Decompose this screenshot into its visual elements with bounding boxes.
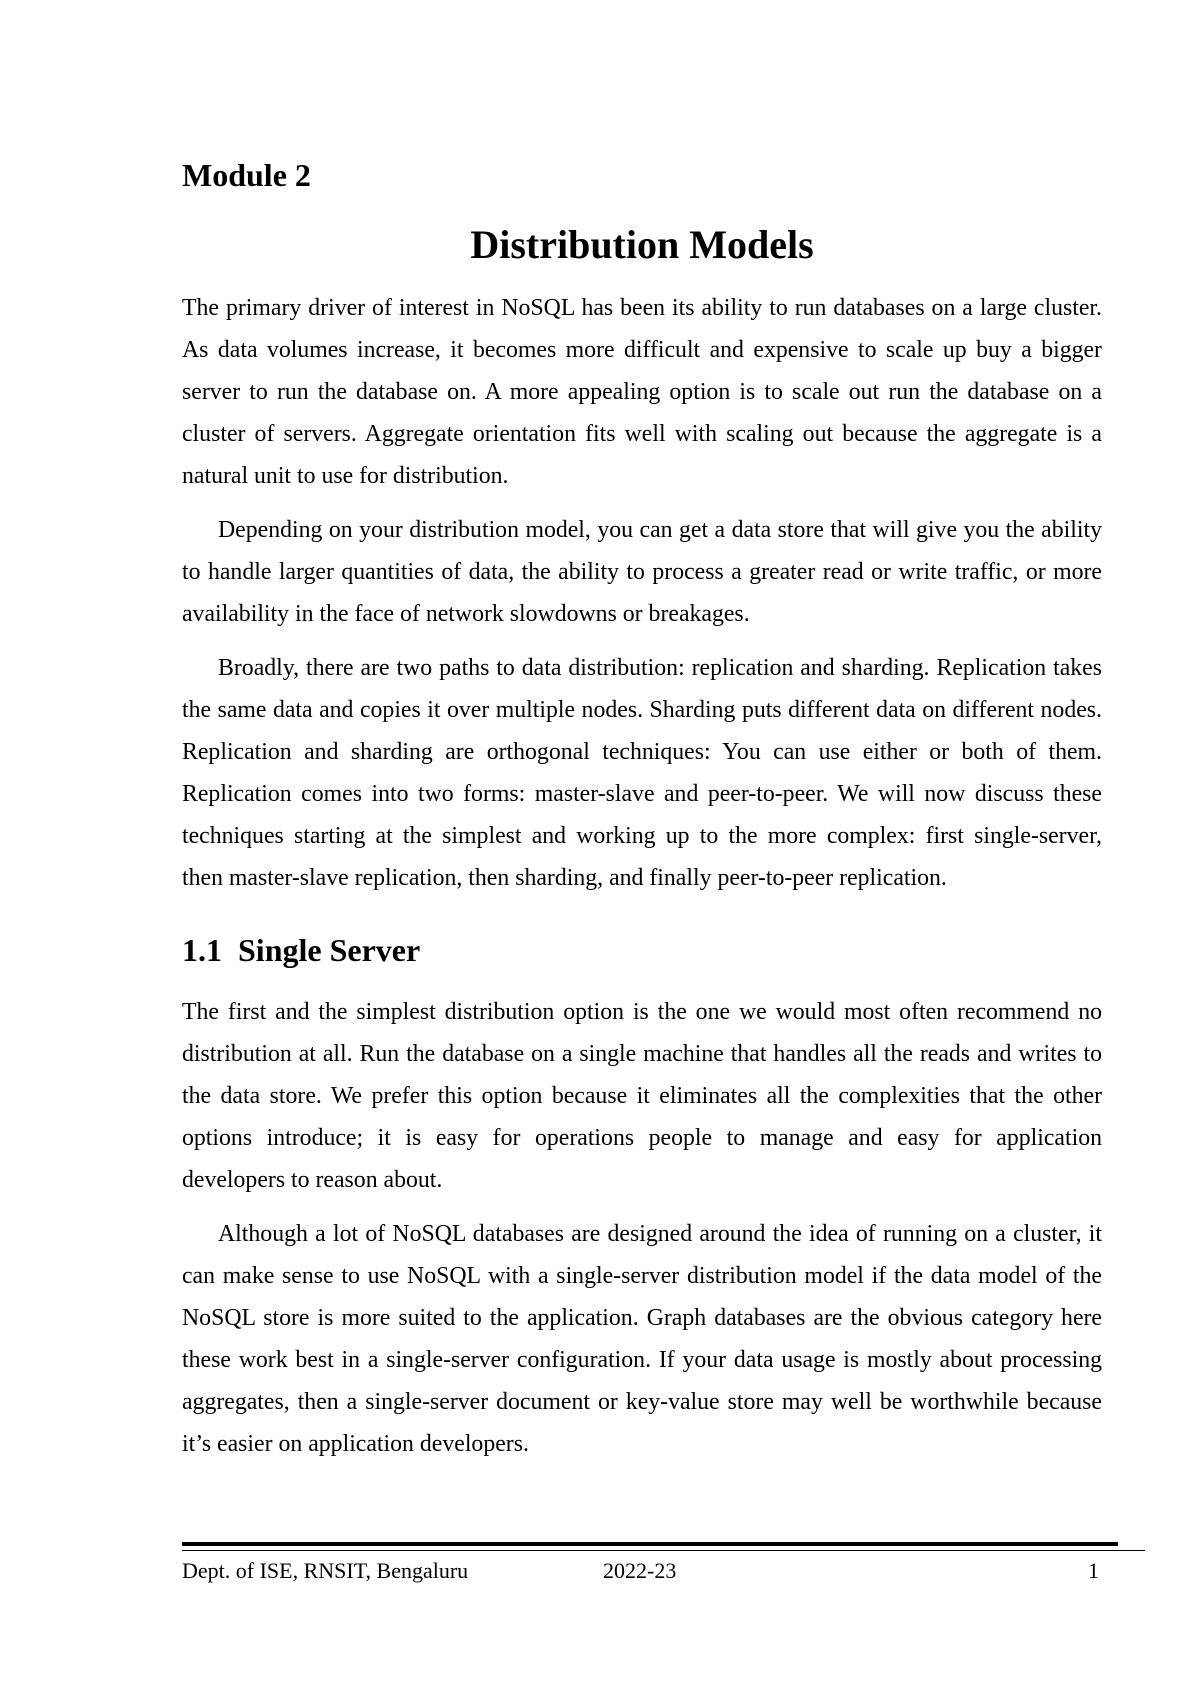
intro-text: [182, 287, 1102, 899]
section-paragraph-1: [182, 991, 1102, 1201]
section-number: 1.1: [182, 932, 222, 968]
module-label: Module 2: [182, 157, 311, 193]
section-paragraph-2: [182, 1213, 1102, 1465]
text-line: NoSQL store is more suited to the application. Graph databases are the obvious category here: [182, 1305, 1102, 1331]
text-line: distribution at all. Run the database on a single machine that handles all the reads and writes to: [182, 1041, 1102, 1067]
intro-paragraph-1: [182, 287, 1102, 497]
text-line: cluster of servers. Aggregate orientation fits well with scaling out because the aggregate is a: [182, 421, 1102, 447]
text-line: options introduce; it is easy for operations people to manage and easy for application: [182, 1125, 1102, 1151]
section-text: [182, 991, 1102, 1465]
text-line: the data store. We prefer this option because it eliminates all the complexities that the other: [182, 1083, 1102, 1109]
text-line: to handle larger quantities of data, the ability to process a greater read or write traffic, or more: [182, 559, 1102, 585]
page-number: 1: [1088, 1558, 1099, 1583]
intro-paragraph-3: [182, 647, 1102, 899]
footer-rule-thin: [182, 1550, 1145, 1551]
text-line: it’s easier on application developers.: [182, 1431, 529, 1457]
text-line: developers to reason about.: [182, 1167, 443, 1193]
text-line: The primary driver of interest in NoSQL has been its ability to run databases on a large cluster.: [182, 295, 1102, 321]
text-line: aggregates, then a single-server document or key-value store may well be worthwhile because: [182, 1389, 1102, 1415]
text-line: Although a lot of NoSQL databases are designed around the idea of running on a cluster, it: [218, 1221, 1102, 1247]
footer-year: 2022-23: [603, 1558, 677, 1583]
text-line: server to run the database on. A more appealing option is to scale out run the database on a: [182, 379, 1102, 405]
text-line: the same data and copies it over multiple nodes. Sharding puts different data on different nodes.: [182, 697, 1102, 723]
footer-department: Dept. of ISE, RNSIT, Bengaluru: [182, 1558, 469, 1583]
document-title: Distribution Models: [470, 222, 814, 267]
text-line: then master-slave replication, then sharding, and finally peer-to-peer replication.: [182, 865, 947, 891]
footer-rule-thick: [182, 1542, 1118, 1546]
text-line: these work best in a single-server configuration. If your data usage is mostly about processing: [182, 1347, 1102, 1373]
section-title: Single Server: [238, 932, 421, 968]
text-line: availability in the face of network slowdowns or breakages.: [182, 601, 750, 627]
section-heading: [182, 930, 420, 970]
text-line: The first and the simplest distribution option is the one we would most often recommend no: [182, 999, 1102, 1025]
text-line: techniques starting at the simplest and working up to the more complex: first single-server,: [182, 823, 1102, 849]
text-line: can make sense to use NoSQL with a single-server distribution model if the data model of the: [182, 1263, 1102, 1289]
text-line: Depending on your distribution model, you can get a data store that will give you the ability: [218, 517, 1102, 543]
text-line: Broadly, there are two paths to data distribution: replication and sharding. Replication takes: [218, 655, 1102, 681]
intro-paragraph-2: [182, 509, 1102, 635]
text-line: Replication and sharding are orthogonal techniques: You can use either or both of them.: [182, 739, 1102, 765]
text-line: As data volumes increase, it becomes more difficult and expensive to scale up buy a bigger: [182, 337, 1102, 363]
text-line: Replication comes into two forms: master-slave and peer-to-peer. We will now discuss these: [182, 781, 1102, 807]
text-line: natural unit to use for distribution.: [182, 463, 509, 489]
